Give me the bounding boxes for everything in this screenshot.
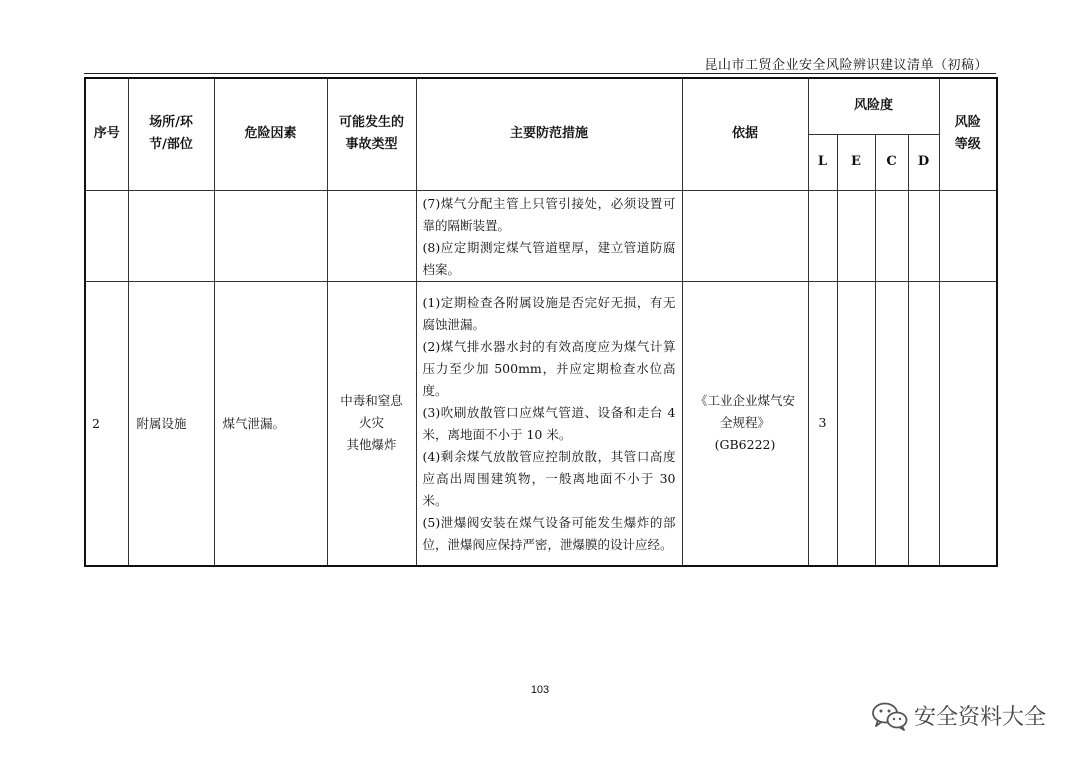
header-risk-level: 风险等级 [939,78,997,190]
header-seq: 序号 [85,78,128,190]
cell-hazard [214,190,327,281]
measure-item: (3)吹刷放散管口应煤气管道、设备和走台 4 米，离地面不小于 10 米。 [422,405,676,443]
header-rule [84,73,996,74]
cell-D [908,281,939,566]
cell-L [808,190,837,281]
cell-C [875,281,908,566]
table-row [85,281,997,566]
cell-measures [416,281,682,566]
header-D: D [908,134,939,190]
cell-C [875,190,908,281]
cell-basis: 《工业企业煤气安全规程》(GB6222) [682,281,808,566]
header-E: E [837,134,875,190]
header-measures: 主要防范措施 [416,78,682,190]
cell-risk-level [939,281,997,566]
measure-item: (7)煤气分配主管上只管引接处，必须设置可靠的隔断装置。 [422,195,676,233]
measure-item: (8)应定期测定煤气管道壁厚，建立管道防腐档案。 [422,239,676,277]
risk-identification-table [84,77,998,567]
header-C: C [875,134,908,190]
cell-L: 3 [808,281,837,566]
watermark [870,700,1046,731]
cell-E [837,190,875,281]
wechat-icon [870,701,910,731]
cell-measures [416,190,682,281]
page-number: 103 [530,684,550,696]
watermark-text: 安全资料大全 [913,705,1046,730]
measure-item: (2)煤气排水器水封的有效高度应为煤气计算压力至少加 500mm，并应定期检查水位高度。 [422,339,676,399]
cell-E [837,281,875,566]
header-accident-type: 可能发生的事故类型 [327,78,416,190]
cell-D [908,190,939,281]
cell-hazard: 煤气泄漏。 [214,281,327,566]
measure-item: (1)定期检查各附属设施是否完好无损，有无腐蚀泄漏。 [422,295,676,333]
cell-accident-type [327,281,416,566]
header-hazard: 危险因素 [214,78,327,190]
header-L: L [808,134,837,190]
measure-item: (4)剩余煤气放散管应控制放散，其管口高度应高出周围建筑物，一般离地面不小于 30 米。 [422,449,676,509]
document-header-title: 昆山市工贸企业安全风险辨识建议清单（初稿） [704,58,988,73]
cell-basis [682,190,808,281]
header-basis: 依据 [682,78,808,190]
cell-seq: 2 [85,281,128,566]
accident-type-item: 其他爆炸 [346,437,397,453]
measure-item: (5)泄爆阀安装在煤气设备可能发生爆炸的部位，泄爆阀应保持严密，泄爆膜的设计应经。 [422,515,676,553]
accident-type-item: 火灾 [358,415,384,431]
cell-accident-type [327,190,416,281]
cell-risk-level [939,190,997,281]
accident-type-item: 中毒和窒息 [340,393,403,409]
cell-location [128,190,214,281]
header-risk-degree: 风险度 [808,78,939,134]
table-row [85,190,997,281]
cell-location: 附属设施 [128,281,214,566]
cell-seq [85,190,128,281]
table-header-row [85,78,997,134]
header-location: 场所/环节/部位 [128,78,214,190]
